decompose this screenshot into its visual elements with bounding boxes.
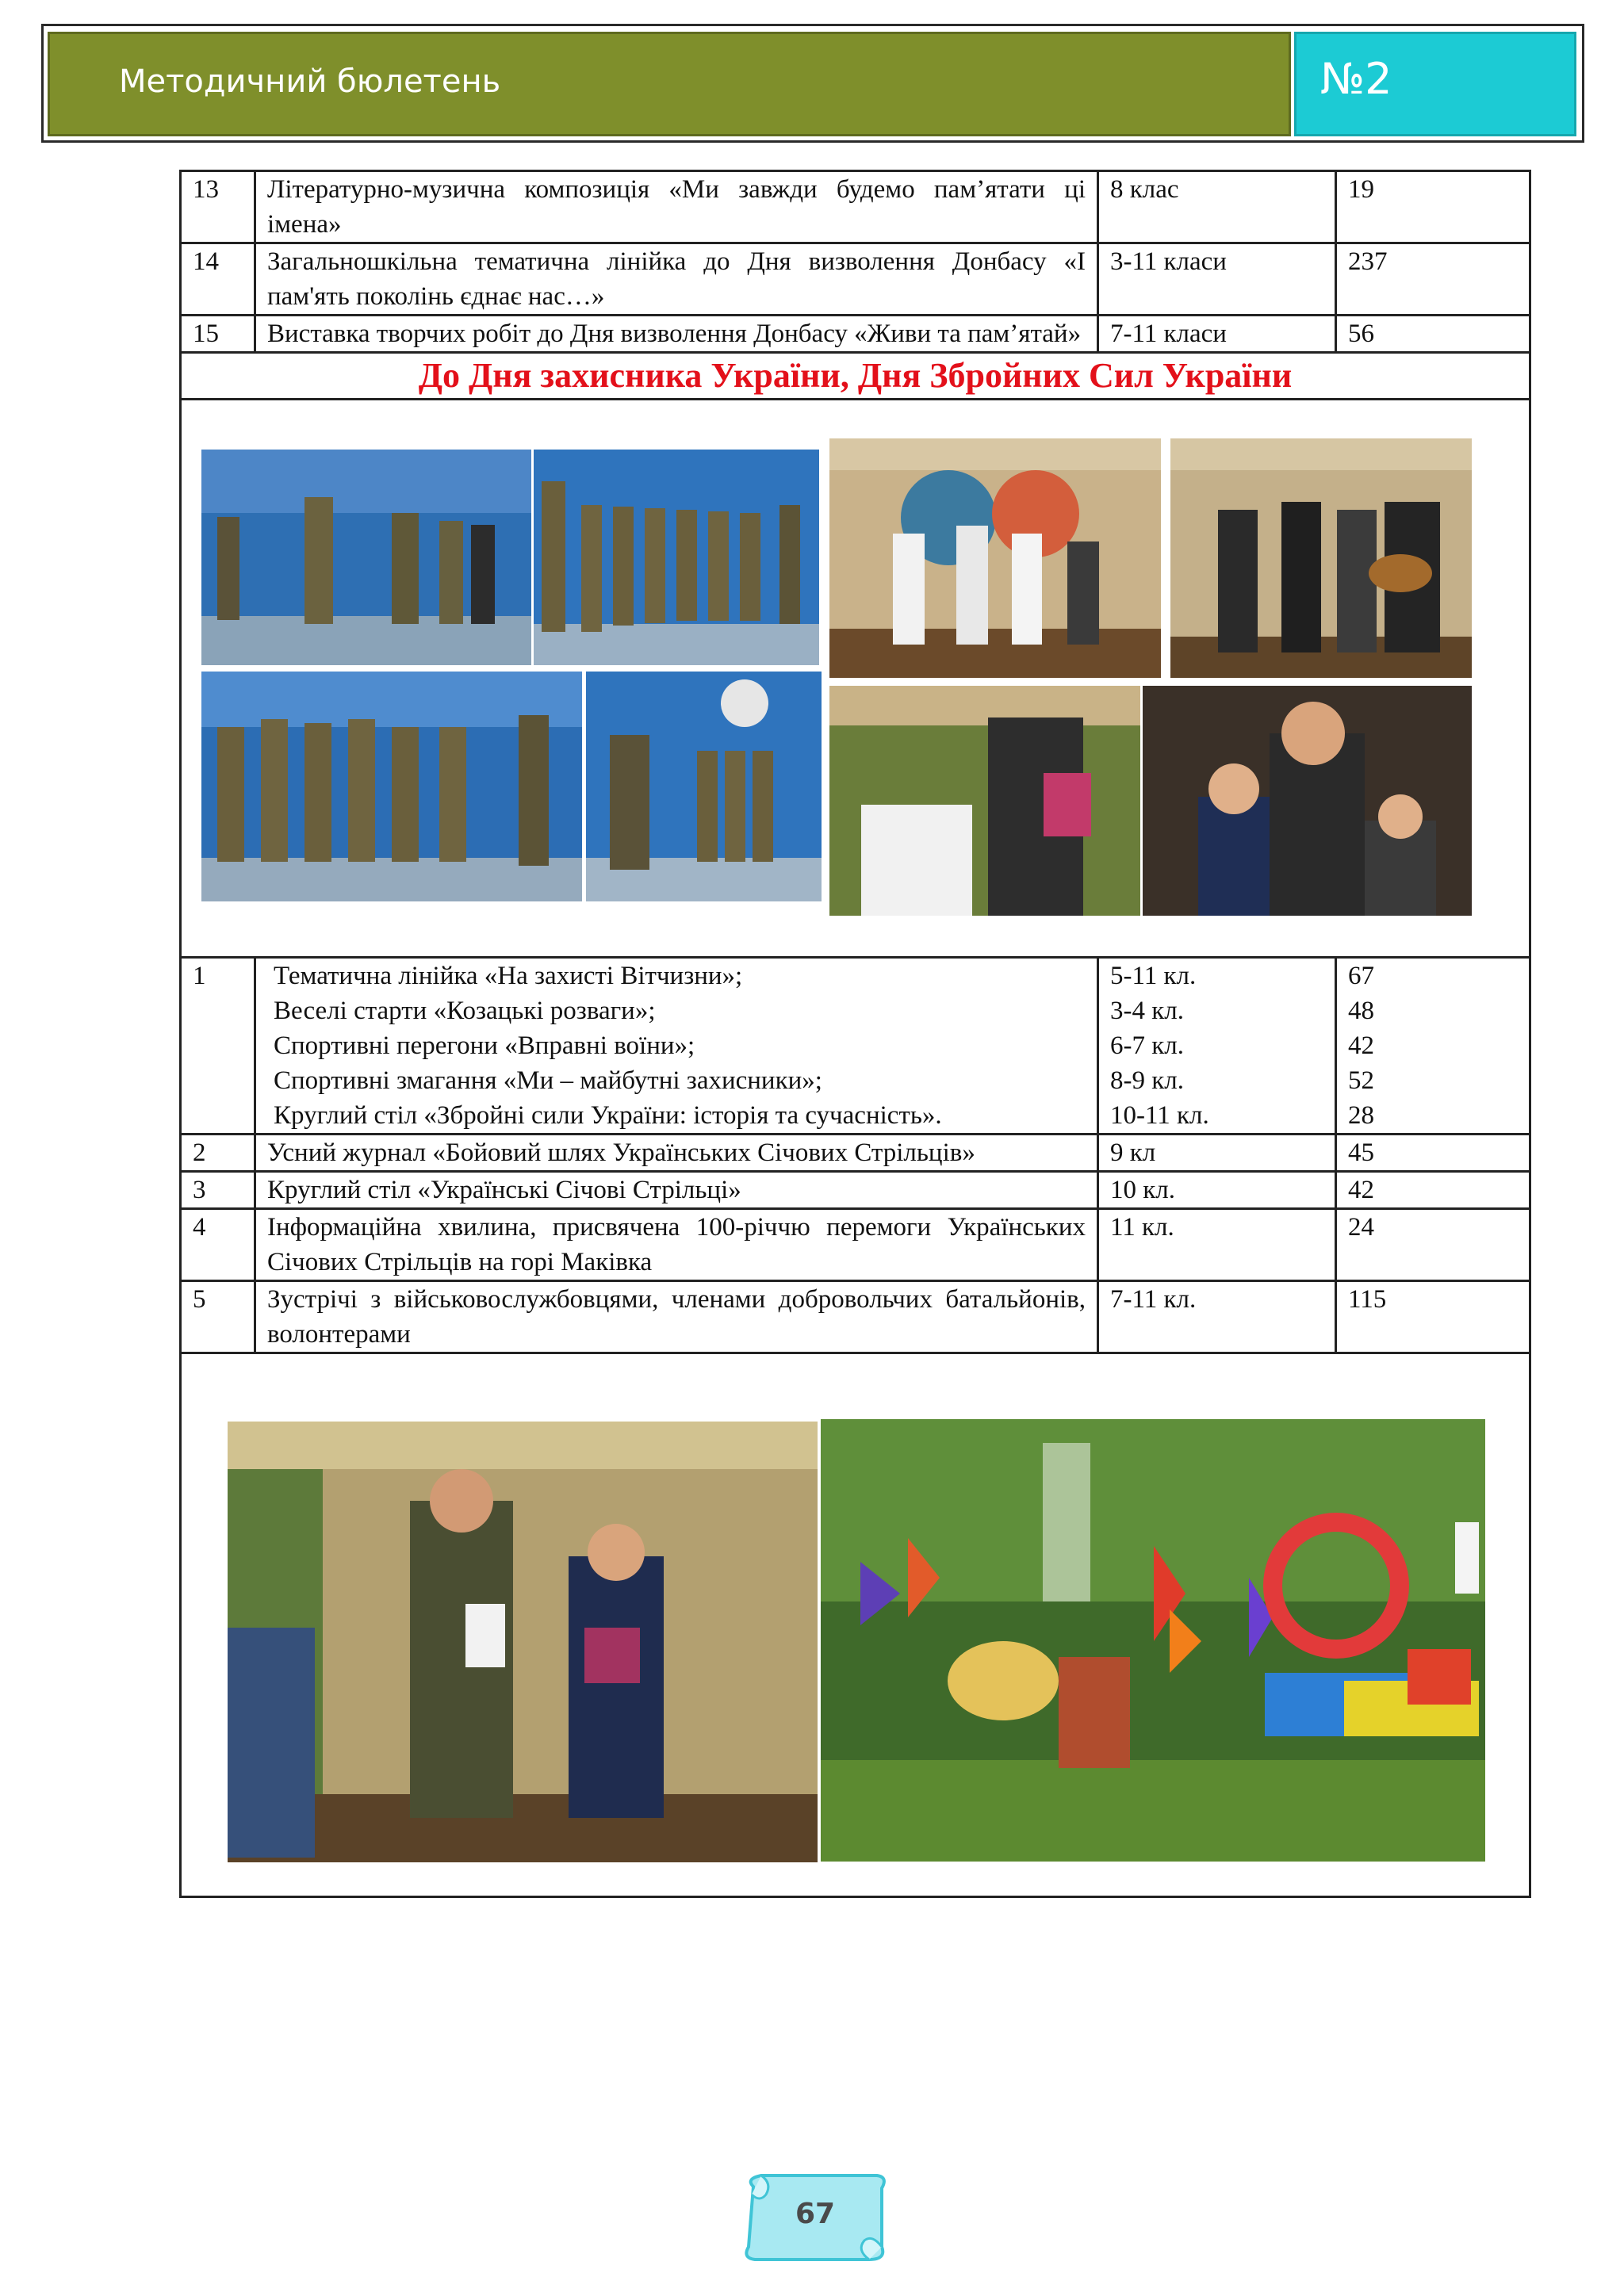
photo-award-ceremony xyxy=(829,686,1140,916)
event-class: 8-9 кл. xyxy=(1110,1066,1184,1095)
row-number: 1 xyxy=(181,958,255,1135)
photo-gym-soldiers-2 xyxy=(534,450,819,665)
photo-pair xyxy=(181,1353,1530,1897)
bulletin-title: Методичний бюлетень xyxy=(119,63,501,100)
table-row xyxy=(181,958,1530,1135)
table-row xyxy=(181,171,1530,243)
event-class: 3-11 класи xyxy=(1098,243,1336,316)
event-count: 24 xyxy=(1336,1209,1530,1281)
event-count: 52 xyxy=(1348,1066,1374,1095)
event-class: 10-11 кл. xyxy=(1110,1101,1209,1130)
event-class: 5-11 кл. xyxy=(1110,962,1197,990)
event-count: 115 xyxy=(1336,1281,1530,1353)
page-number: 67 xyxy=(795,2198,836,2230)
row-number: 5 xyxy=(181,1281,255,1353)
event-description: Виставка творчих робіт до Дня визволення Донбасу «Живи та пам’ятай» xyxy=(255,316,1098,353)
event-description: Зустрічі з військовослужбовцями, членами добровольчих батальйонів, волонтерами xyxy=(255,1281,1098,1353)
event-description: Літературно-музична композиція «Ми завжди будемо пам’ятати ці імена» xyxy=(255,171,1098,243)
event-item: Спортивні перегони «Вправні воїни»; xyxy=(274,1031,695,1060)
event-description: Загальношкільна тематична лінійка до Дня визволення Донбасу «І пам'ять поколінь єднає нас…» xyxy=(255,243,1098,316)
photo-stage-guitar xyxy=(1170,438,1472,678)
event-class: 11 кл. xyxy=(1098,1209,1336,1281)
row-number: 14 xyxy=(181,243,255,316)
row-number: 2 xyxy=(181,1135,255,1172)
photo-gym-formation xyxy=(201,672,582,901)
event-count-list xyxy=(1336,958,1530,1135)
row-number: 3 xyxy=(181,1172,255,1209)
table-row xyxy=(181,1209,1530,1281)
section-title: До Дня захисника України, Дня Збройних Сил України xyxy=(181,353,1530,400)
photo-stage-performance xyxy=(829,438,1161,678)
event-count: 48 xyxy=(1348,997,1374,1025)
table-row xyxy=(181,243,1530,316)
photo-row xyxy=(181,400,1530,958)
event-class: 6-7 кл. xyxy=(1110,1031,1184,1060)
event-description: Усний журнал «Бойовий шлях Українських Січових Стрільців» xyxy=(255,1135,1098,1172)
event-description-list xyxy=(255,958,1098,1135)
events-table xyxy=(179,170,1531,1898)
event-count: 42 xyxy=(1336,1172,1530,1209)
event-class-list xyxy=(1098,958,1336,1135)
table-row xyxy=(181,316,1530,353)
photo-outdoor-camp xyxy=(821,1419,1485,1862)
row-number: 4 xyxy=(181,1209,255,1281)
event-class: 9 кл xyxy=(1098,1135,1336,1172)
table-row xyxy=(181,1281,1530,1353)
event-item: Веселі старти «Козацькі розваги»; xyxy=(274,997,656,1025)
table-row xyxy=(181,1135,1530,1172)
table-row xyxy=(181,1172,1530,1209)
event-class: 3-4 кл. xyxy=(1110,997,1184,1025)
event-class: 10 кл. xyxy=(1098,1172,1336,1209)
row-number: 13 xyxy=(181,171,255,243)
photo-hall-award xyxy=(228,1422,818,1862)
event-count: 45 xyxy=(1336,1135,1530,1172)
section-row xyxy=(181,353,1530,400)
event-class: 7-11 кл. xyxy=(1098,1281,1336,1353)
event-item: Спортивні змагання «Ми – майбутні захисники»; xyxy=(274,1066,822,1095)
event-class: 7-11 класи xyxy=(1098,316,1336,353)
event-count: 19 xyxy=(1336,171,1530,243)
event-count: 56 xyxy=(1336,316,1530,353)
event-count: 28 xyxy=(1348,1101,1374,1130)
photo-gym-instructor xyxy=(586,672,822,901)
event-count: 67 xyxy=(1348,962,1374,990)
photo-collage xyxy=(181,400,1530,958)
issue-number: №2 xyxy=(1320,54,1392,104)
event-count: 42 xyxy=(1348,1031,1374,1060)
event-item: Тематична лінійка «На захисті Вітчизни»; xyxy=(274,962,743,990)
event-description: Круглий стіл «Українські Січові Стрільці» xyxy=(255,1172,1098,1209)
row-number: 15 xyxy=(181,316,255,353)
photo-gym-soldiers-1 xyxy=(201,450,531,665)
photo-guest-with-children xyxy=(1143,686,1472,916)
event-count: 237 xyxy=(1336,243,1530,316)
event-description: Інформаційна хвилина, присвячена 100-річчю перемоги Українських Січових Стрільців на горі Маківка xyxy=(255,1209,1098,1281)
event-class: 8 клас xyxy=(1098,171,1336,243)
event-item: Круглий стіл «Збройні сили України: історія та сучасність». xyxy=(274,1101,942,1130)
photo-row xyxy=(181,1353,1530,1897)
